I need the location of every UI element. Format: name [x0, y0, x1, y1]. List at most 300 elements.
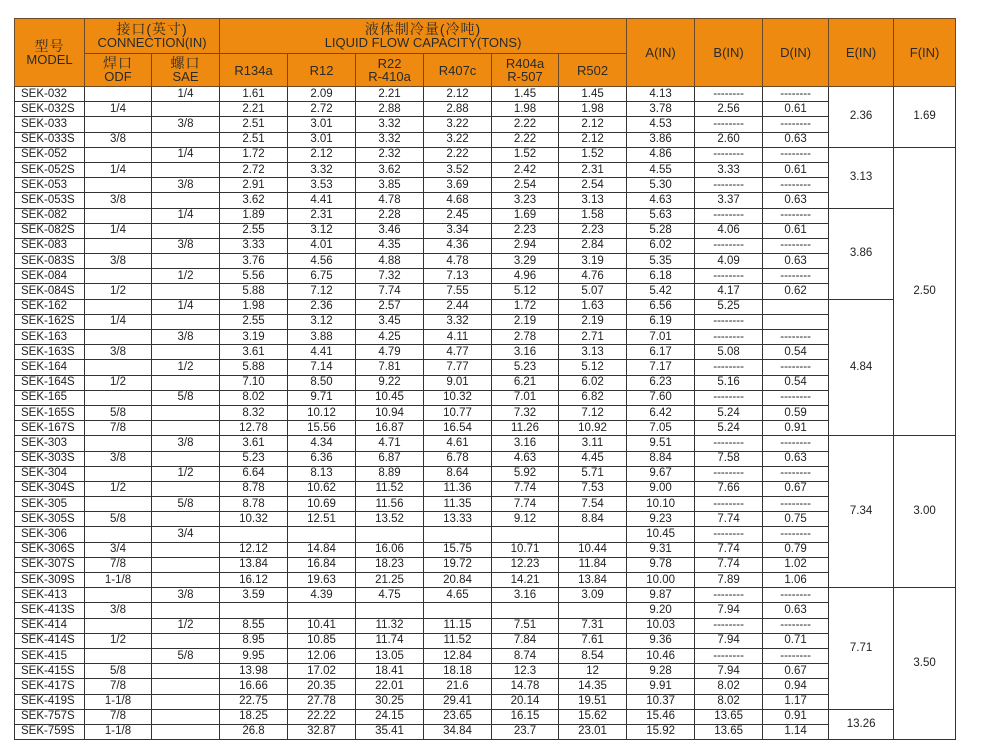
cell-r134a: 2.51	[220, 132, 288, 147]
cell-r12: 2.31	[288, 208, 356, 223]
cell-r134a: 1.72	[220, 147, 288, 162]
cell-d: 1.17	[763, 694, 829, 709]
cell-model: SEK-032S	[15, 102, 85, 117]
cell-d: --------	[763, 87, 829, 102]
cell-r12: 7.14	[288, 360, 356, 375]
cell-b: --------	[695, 436, 763, 451]
header-a: A(IN)	[627, 19, 695, 87]
cell-odf: 7/8	[85, 421, 152, 436]
cell-sae	[152, 451, 220, 466]
cell-r12: 10.41	[288, 618, 356, 633]
cell-b: 5.08	[695, 345, 763, 360]
cell-r407c: 19.72	[424, 557, 492, 572]
cell-d: 1.14	[763, 724, 829, 739]
cell-b: 2.60	[695, 132, 763, 147]
cell-r404a: 7.51	[492, 618, 559, 633]
cell-a: 4.63	[627, 193, 695, 208]
cell-r407c: 11.35	[424, 497, 492, 512]
cell-r134a: 16.66	[220, 679, 288, 694]
cell-r22: 4.75	[356, 588, 424, 603]
cell-model: SEK-052	[15, 147, 85, 162]
cell-b: 13.65	[695, 709, 763, 724]
table-row	[15, 497, 956, 512]
cell-a: 10.00	[627, 573, 695, 588]
cell-a: 10.03	[627, 618, 695, 633]
cell-r404a: 20.14	[492, 694, 559, 709]
table-row	[15, 193, 956, 208]
cell-r404a: 1.52	[492, 147, 559, 162]
cell-b: --------	[695, 360, 763, 375]
cell-r407c: 4.68	[424, 193, 492, 208]
table-row	[15, 679, 956, 694]
cell-r404a: 4.96	[492, 269, 559, 284]
cell-sae	[152, 405, 220, 420]
cell-r12: 4.56	[288, 254, 356, 269]
cell-odf: 1/2	[85, 633, 152, 648]
cell-a: 9.00	[627, 481, 695, 496]
cell-odf	[85, 208, 152, 223]
cell-r502: 4.76	[559, 269, 627, 284]
cell-r22: 2.88	[356, 102, 424, 117]
cell-d: --------	[763, 497, 829, 512]
cell-r404a: 1.72	[492, 299, 559, 314]
cell-sae	[152, 284, 220, 299]
cell-model: SEK-415	[15, 648, 85, 663]
header-r404a-r507: R404a R-507	[492, 54, 559, 87]
cell-model: SEK-084S	[15, 284, 85, 299]
cell-r22: 24.15	[356, 709, 424, 724]
cell-r134a: 5.23	[220, 451, 288, 466]
cell-r502: 1.98	[559, 102, 627, 117]
cell-b: --------	[695, 87, 763, 102]
cell-e-merged: 13.26	[829, 709, 894, 739]
cell-a: 5.30	[627, 178, 695, 193]
cell-r134a: 1.89	[220, 208, 288, 223]
cell-a: 9.78	[627, 557, 695, 572]
cell-r407c: 4.11	[424, 330, 492, 345]
cell-r407c: 3.69	[424, 178, 492, 193]
cell-r502: 2.54	[559, 178, 627, 193]
cell-model: SEK-757S	[15, 709, 85, 724]
cell-r134a: 1.61	[220, 87, 288, 102]
cell-e-merged: 7.34	[829, 436, 894, 588]
cell-r404a: 6.21	[492, 375, 559, 390]
cell-odf	[85, 466, 152, 481]
cell-d: 0.79	[763, 542, 829, 557]
cell-model: SEK-163S	[15, 345, 85, 360]
header-model: 型号 MODEL	[15, 19, 85, 87]
table-row	[15, 117, 956, 132]
cell-r134a: 8.78	[220, 497, 288, 512]
cell-r22: 3.45	[356, 314, 424, 329]
header-r134a: R134a	[220, 54, 288, 87]
cell-r22: 6.87	[356, 451, 424, 466]
cell-sae: 3/8	[152, 238, 220, 253]
cell-r404a: 2.19	[492, 314, 559, 329]
cell-d: --------	[763, 527, 829, 542]
cell-r22: 2.21	[356, 87, 424, 102]
cell-r12: 16.84	[288, 557, 356, 572]
header-liquid-flow-capacity: 液体制冷量(冷吨) LIQUID FLOW CAPACITY(TONS)	[220, 19, 627, 54]
cell-r404a: 1.98	[492, 102, 559, 117]
table-row	[15, 375, 956, 390]
cell-sae	[152, 724, 220, 739]
cell-sae: 1/2	[152, 618, 220, 633]
cell-a: 7.60	[627, 390, 695, 405]
cell-r22: 3.85	[356, 178, 424, 193]
cell-r407c: 4.36	[424, 238, 492, 253]
cell-a: 4.53	[627, 117, 695, 132]
table-row	[15, 314, 956, 329]
cell-sae: 1/4	[152, 299, 220, 314]
cell-r134a: 8.78	[220, 481, 288, 496]
cell-r22: 4.35	[356, 238, 424, 253]
cell-odf: 3/8	[85, 603, 152, 618]
cell-a: 9.91	[627, 679, 695, 694]
table-row	[15, 269, 956, 284]
cell-r22: 30.25	[356, 694, 424, 709]
cell-d: 1.02	[763, 557, 829, 572]
cell-r407c: 18.18	[424, 664, 492, 679]
cell-r407c: 13.33	[424, 512, 492, 527]
table-row	[15, 542, 956, 557]
cell-r134a: 26.8	[220, 724, 288, 739]
cell-r12: 7.12	[288, 284, 356, 299]
cell-r404a: 4.63	[492, 451, 559, 466]
cell-r22: 4.71	[356, 436, 424, 451]
cell-e-merged: 2.36	[829, 87, 894, 148]
cell-b: 8.02	[695, 679, 763, 694]
cell-r12: 4.41	[288, 193, 356, 208]
cell-r404a: 3.23	[492, 193, 559, 208]
cell-r502: 8.54	[559, 648, 627, 663]
cell-model: SEK-033	[15, 117, 85, 132]
cell-r12: 17.02	[288, 664, 356, 679]
cell-r12: 15.56	[288, 421, 356, 436]
cell-r22: 3.32	[356, 117, 424, 132]
cell-r22: 13.05	[356, 648, 424, 663]
cell-model: SEK-414S	[15, 633, 85, 648]
cell-r404a: 23.7	[492, 724, 559, 739]
cell-r22: 13.52	[356, 512, 424, 527]
cell-odf: 1-1/8	[85, 724, 152, 739]
cell-r407c: 2.44	[424, 299, 492, 314]
cell-odf	[85, 238, 152, 253]
cell-model: SEK-167S	[15, 421, 85, 436]
cell-odf	[85, 588, 152, 603]
cell-r12: 4.34	[288, 436, 356, 451]
cell-r22: 11.56	[356, 497, 424, 512]
table-row	[15, 466, 956, 481]
cell-r407c: 23.65	[424, 709, 492, 724]
cell-sae: 5/8	[152, 390, 220, 405]
cell-r22	[356, 603, 424, 618]
table-row	[15, 709, 956, 724]
cell-d: 0.63	[763, 451, 829, 466]
cell-r134a: 3.76	[220, 254, 288, 269]
header-r502: R502	[559, 54, 627, 87]
cell-odf	[85, 390, 152, 405]
cell-e-merged: 4.84	[829, 299, 894, 436]
cell-model: SEK-307S	[15, 557, 85, 572]
cell-d: 0.61	[763, 223, 829, 238]
cell-sae	[152, 421, 220, 436]
cell-model: SEK-164S	[15, 375, 85, 390]
cell-r502: 3.11	[559, 436, 627, 451]
cell-r134a: 22.75	[220, 694, 288, 709]
cell-r12: 32.87	[288, 724, 356, 739]
cell-r12: 20.35	[288, 679, 356, 694]
cell-d: 0.62	[763, 284, 829, 299]
cell-r407c: 11.15	[424, 618, 492, 633]
cell-model: SEK-759S	[15, 724, 85, 739]
cell-r404a: 10.71	[492, 542, 559, 557]
cell-model: SEK-083	[15, 238, 85, 253]
cell-b: --------	[695, 269, 763, 284]
cell-sae	[152, 132, 220, 147]
cell-r12: 14.84	[288, 542, 356, 557]
cell-r502: 5.71	[559, 466, 627, 481]
cell-b: 13.65	[695, 724, 763, 739]
cell-odf	[85, 117, 152, 132]
cell-model: SEK-309S	[15, 573, 85, 588]
cell-sae	[152, 557, 220, 572]
cell-r22: 18.23	[356, 557, 424, 572]
cell-b: 4.17	[695, 284, 763, 299]
cell-r12: 9.71	[288, 390, 356, 405]
cell-b: 7.89	[695, 573, 763, 588]
cell-r134a: 8.02	[220, 390, 288, 405]
cell-r12: 6.75	[288, 269, 356, 284]
cell-r407c: 4.61	[424, 436, 492, 451]
cell-model: SEK-164	[15, 360, 85, 375]
cell-sae	[152, 633, 220, 648]
header-r12: R12	[288, 54, 356, 87]
cell-r502: 23.01	[559, 724, 627, 739]
cell-r502: 7.31	[559, 618, 627, 633]
cell-d: 0.61	[763, 162, 829, 177]
header-odf: 焊口 ODF	[85, 54, 152, 87]
cell-sae: 3/4	[152, 527, 220, 542]
table-body	[15, 87, 956, 740]
cell-a: 5.28	[627, 223, 695, 238]
cell-r22: 11.32	[356, 618, 424, 633]
cell-r12	[288, 527, 356, 542]
cell-model: SEK-306	[15, 527, 85, 542]
cell-r134a: 10.32	[220, 512, 288, 527]
cell-a: 10.45	[627, 527, 695, 542]
sight-glass-spec-table	[14, 18, 956, 740]
cell-r22: 7.81	[356, 360, 424, 375]
cell-model: SEK-306S	[15, 542, 85, 557]
cell-r502: 1.45	[559, 87, 627, 102]
cell-r134a: 3.62	[220, 193, 288, 208]
cell-a: 8.84	[627, 451, 695, 466]
cell-a: 9.51	[627, 436, 695, 451]
cell-r134a: 12.12	[220, 542, 288, 557]
cell-model: SEK-417S	[15, 679, 85, 694]
cell-f-merged: 1.69	[894, 87, 956, 148]
header-f: F(IN)	[894, 19, 956, 87]
table-row	[15, 451, 956, 466]
cell-r22: 2.57	[356, 299, 424, 314]
cell-r404a: 2.94	[492, 238, 559, 253]
cell-r407c: 3.22	[424, 132, 492, 147]
table-row	[15, 162, 956, 177]
cell-d: --------	[763, 648, 829, 663]
cell-r134a: 16.12	[220, 573, 288, 588]
table-row	[15, 603, 956, 618]
cell-r407c: 21.6	[424, 679, 492, 694]
cell-r407c	[424, 527, 492, 542]
cell-r134a	[220, 527, 288, 542]
cell-r502: 3.19	[559, 254, 627, 269]
cell-b: 5.24	[695, 405, 763, 420]
cell-r502: 2.71	[559, 330, 627, 345]
cell-odf: 3/4	[85, 542, 152, 557]
cell-odf	[85, 618, 152, 633]
cell-r12: 8.13	[288, 466, 356, 481]
cell-r407c: 11.52	[424, 633, 492, 648]
table-row	[15, 405, 956, 420]
cell-r134a: 5.88	[220, 360, 288, 375]
cell-r502: 10.44	[559, 542, 627, 557]
cell-r407c: 11.36	[424, 481, 492, 496]
cell-r22: 10.94	[356, 405, 424, 420]
cell-r502: 7.61	[559, 633, 627, 648]
cell-a: 6.02	[627, 238, 695, 253]
cell-sae: 5/8	[152, 497, 220, 512]
cell-b: 5.16	[695, 375, 763, 390]
cell-r12: 3.53	[288, 178, 356, 193]
cell-b: 7.94	[695, 633, 763, 648]
cell-sae: 1/4	[152, 147, 220, 162]
cell-sae	[152, 603, 220, 618]
cell-r134a: 2.51	[220, 117, 288, 132]
cell-b: 5.24	[695, 421, 763, 436]
cell-r12: 10.12	[288, 405, 356, 420]
cell-r407c: 16.54	[424, 421, 492, 436]
table-row	[15, 360, 956, 375]
cell-r502: 19.51	[559, 694, 627, 709]
cell-d: 0.67	[763, 664, 829, 679]
cell-r134a: 8.32	[220, 405, 288, 420]
cell-r134a: 13.84	[220, 557, 288, 572]
cell-sae	[152, 664, 220, 679]
cell-r407c: 10.77	[424, 405, 492, 420]
cell-odf	[85, 648, 152, 663]
cell-r134a: 1.98	[220, 299, 288, 314]
cell-r407c: 3.34	[424, 223, 492, 238]
cell-model: SEK-414	[15, 618, 85, 633]
cell-b: 4.09	[695, 254, 763, 269]
cell-r404a: 12.3	[492, 664, 559, 679]
cell-sae	[152, 102, 220, 117]
cell-odf: 5/8	[85, 664, 152, 679]
header-r22-r410a: R22 R-410a	[356, 54, 424, 87]
table-row	[15, 421, 956, 436]
cell-sae	[152, 512, 220, 527]
cell-a: 9.67	[627, 466, 695, 481]
cell-r22: 3.46	[356, 223, 424, 238]
cell-d: 0.61	[763, 102, 829, 117]
table-row	[15, 254, 956, 269]
cell-r502: 4.45	[559, 451, 627, 466]
cell-r404a: 7.32	[492, 405, 559, 420]
cell-r22: 7.74	[356, 284, 424, 299]
cell-r404a: 7.01	[492, 390, 559, 405]
table-row	[15, 299, 956, 314]
cell-r502: 2.12	[559, 132, 627, 147]
cell-r502	[559, 603, 627, 618]
cell-odf: 3/8	[85, 345, 152, 360]
cell-b: 7.66	[695, 481, 763, 496]
cell-r404a: 14.21	[492, 573, 559, 588]
cell-sae	[152, 375, 220, 390]
cell-r407c: 2.22	[424, 147, 492, 162]
cell-odf: 5/8	[85, 405, 152, 420]
cell-r407c: 2.88	[424, 102, 492, 117]
cell-a: 9.20	[627, 603, 695, 618]
cell-d: --------	[763, 618, 829, 633]
cell-r134a: 13.98	[220, 664, 288, 679]
cell-d: 0.94	[763, 679, 829, 694]
cell-r407c: 15.75	[424, 542, 492, 557]
cell-model: SEK-413	[15, 588, 85, 603]
cell-r22: 11.52	[356, 481, 424, 496]
cell-sae	[152, 481, 220, 496]
table-row	[15, 436, 956, 451]
cell-model: SEK-162S	[15, 314, 85, 329]
cell-b: --------	[695, 527, 763, 542]
table-row	[15, 588, 956, 603]
cell-odf	[85, 360, 152, 375]
table-row	[15, 147, 956, 162]
cell-r404a: 3.16	[492, 436, 559, 451]
table-row	[15, 330, 956, 345]
cell-sae	[152, 542, 220, 557]
cell-r502: 11.84	[559, 557, 627, 572]
cell-r12: 3.12	[288, 314, 356, 329]
table-header	[15, 19, 956, 87]
cell-r22: 3.32	[356, 132, 424, 147]
cell-r22: 4.78	[356, 193, 424, 208]
cell-a: 6.19	[627, 314, 695, 329]
cell-r12: 12.51	[288, 512, 356, 527]
cell-odf	[85, 269, 152, 284]
cell-r22: 21.25	[356, 573, 424, 588]
cell-model: SEK-052S	[15, 162, 85, 177]
cell-sae: 5/8	[152, 648, 220, 663]
cell-a: 9.23	[627, 512, 695, 527]
cell-a: 7.01	[627, 330, 695, 345]
cell-r22: 35.41	[356, 724, 424, 739]
cell-odf	[85, 497, 152, 512]
table-row	[15, 557, 956, 572]
cell-r407c: 3.22	[424, 117, 492, 132]
cell-a: 9.28	[627, 664, 695, 679]
cell-r12: 3.12	[288, 223, 356, 238]
cell-r12: 22.22	[288, 709, 356, 724]
cell-model: SEK-033S	[15, 132, 85, 147]
cell-r502: 8.84	[559, 512, 627, 527]
cell-model: SEK-053S	[15, 193, 85, 208]
cell-odf: 1/4	[85, 102, 152, 117]
cell-r12: 27.78	[288, 694, 356, 709]
cell-model: SEK-304S	[15, 481, 85, 496]
cell-r407c	[424, 603, 492, 618]
cell-r134a: 8.95	[220, 633, 288, 648]
